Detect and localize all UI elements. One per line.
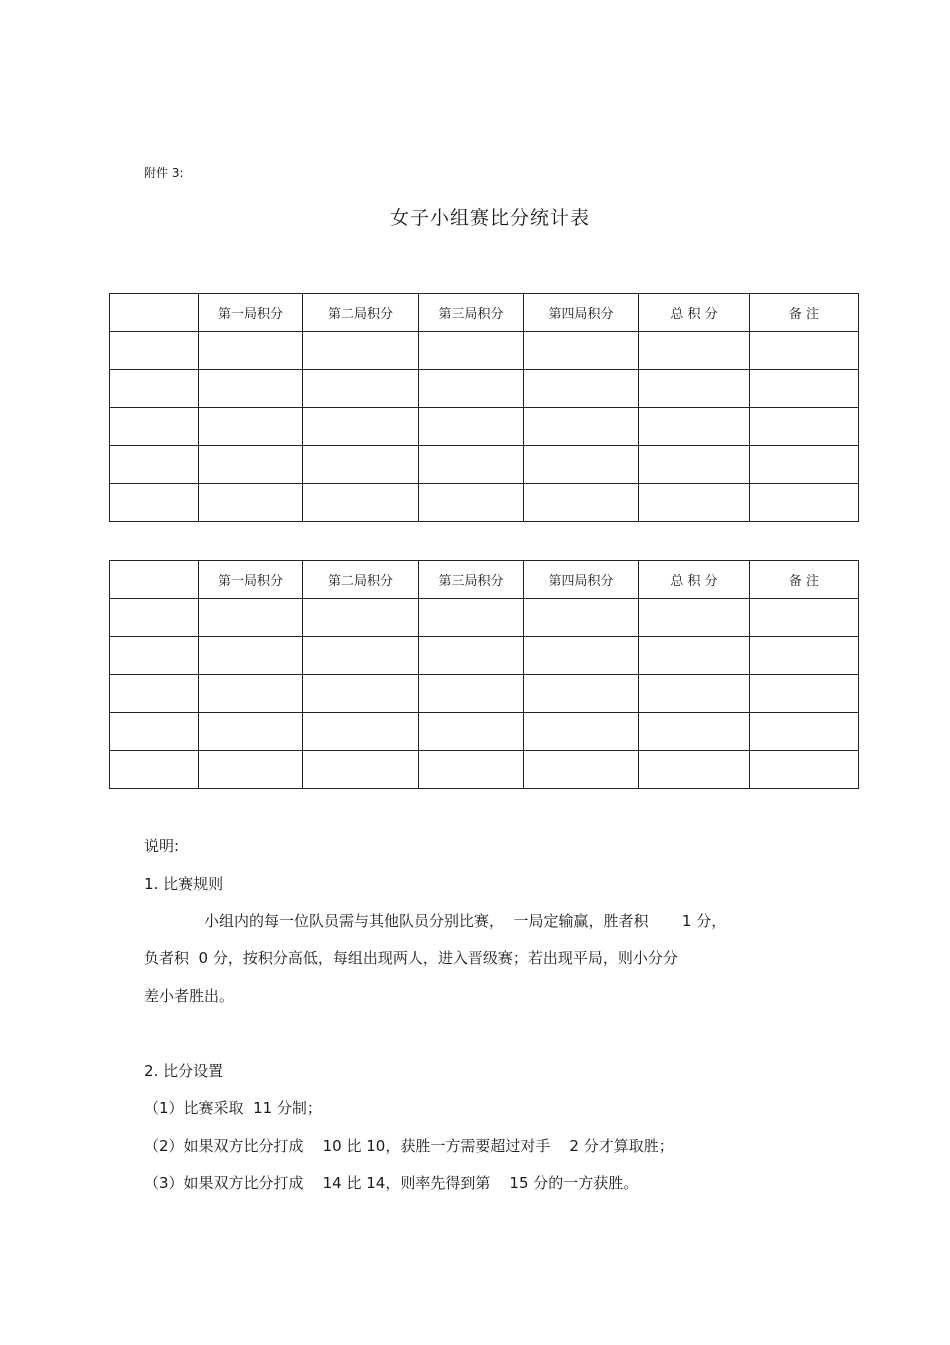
table-row	[110, 332, 859, 370]
header-remarks: 备 注	[750, 561, 859, 599]
table-cell	[639, 332, 750, 370]
table-cell	[303, 599, 419, 637]
table-row	[110, 408, 859, 446]
table-cell	[639, 599, 750, 637]
table-cell	[303, 332, 419, 370]
table-cell	[419, 484, 524, 522]
table-cell	[750, 637, 859, 675]
table-cell	[750, 675, 859, 713]
header-game1: 第一局积分	[199, 294, 303, 332]
rule-line-3: 差小者胜出。	[144, 987, 235, 1005]
table-row	[110, 446, 859, 484]
score-setting-item-1: （1）比赛采取 11 分制；	[144, 1099, 322, 1117]
header-cell-blank	[110, 294, 199, 332]
table-cell	[199, 637, 303, 675]
table-cell	[524, 370, 639, 408]
table-cell	[524, 675, 639, 713]
table-row	[110, 370, 859, 408]
table-cell	[524, 332, 639, 370]
table-cell	[750, 713, 859, 751]
table-cell	[639, 637, 750, 675]
table-cell	[199, 484, 303, 522]
table-cell	[110, 370, 199, 408]
table-cell	[419, 751, 524, 789]
table-cell	[303, 751, 419, 789]
header-game4: 第四局积分	[524, 294, 639, 332]
table-cell	[303, 637, 419, 675]
table-cell	[419, 713, 524, 751]
header-game2: 第二局积分	[303, 561, 419, 599]
score-table-1	[109, 293, 859, 522]
table-cell	[419, 599, 524, 637]
table-cell	[639, 446, 750, 484]
header-game4: 第四局积分	[524, 561, 639, 599]
table-cell	[524, 713, 639, 751]
table-cell	[419, 675, 524, 713]
table-cell	[199, 675, 303, 713]
table-cell	[199, 751, 303, 789]
rule-line-2: 负者积 0 分，按积分高低，每组出现两人，进入晋级赛；若出现平局，则小分分	[144, 949, 678, 967]
table-row	[110, 599, 859, 637]
table-cell	[524, 599, 639, 637]
header-total: 总 积 分	[639, 561, 750, 599]
header-game1: 第一局积分	[199, 561, 303, 599]
table-cell	[419, 446, 524, 484]
table-cell	[750, 446, 859, 484]
table-cell	[419, 332, 524, 370]
table-cell	[419, 370, 524, 408]
header-game2: 第二局积分	[303, 294, 419, 332]
table-cell	[639, 713, 750, 751]
table-cell	[524, 408, 639, 446]
table-header-row	[110, 561, 859, 599]
section2-title: 2. 比分设置	[144, 1062, 224, 1080]
notes-heading: 说明:	[144, 837, 180, 855]
table-cell	[750, 484, 859, 522]
score-setting-item-3: （3）如果双方比分打成 14 比 14，则率先得到第 15 分的一方获胜。	[144, 1174, 639, 1192]
header-remarks: 备 注	[750, 294, 859, 332]
table-cell	[110, 599, 199, 637]
table-row	[110, 675, 859, 713]
section1-title: 1. 比赛规则	[144, 875, 224, 893]
attachment-label: 附件 3:	[144, 166, 184, 180]
table-cell	[199, 713, 303, 751]
table-cell	[303, 675, 419, 713]
page-title: 女子小组赛比分统计表	[389, 207, 590, 229]
table-cell	[303, 370, 419, 408]
table-header-row	[110, 294, 859, 332]
table-cell	[524, 751, 639, 789]
table-cell	[199, 446, 303, 484]
table-cell	[110, 637, 199, 675]
table-cell	[303, 713, 419, 751]
table-cell	[750, 599, 859, 637]
table-cell	[303, 446, 419, 484]
table-cell	[199, 332, 303, 370]
table-row	[110, 751, 859, 789]
table-cell	[110, 675, 199, 713]
table-row	[110, 637, 859, 675]
table-cell	[199, 599, 303, 637]
table-cell	[199, 408, 303, 446]
table-cell	[639, 408, 750, 446]
table-cell	[303, 408, 419, 446]
table-cell	[199, 370, 303, 408]
table-row	[110, 484, 859, 522]
table-cell	[110, 713, 199, 751]
table-cell	[524, 637, 639, 675]
score-table-2	[109, 560, 859, 789]
table-cell	[750, 751, 859, 789]
table-cell	[639, 370, 750, 408]
table-cell	[639, 484, 750, 522]
table-cell	[750, 408, 859, 446]
table-cell	[750, 370, 859, 408]
header-total: 总 积 分	[639, 294, 750, 332]
table-cell	[110, 446, 199, 484]
rule-line-1: 小组内的每一位队员需与其他队员分别比赛， 一局定输赢，胜者积 1 分，	[204, 912, 727, 930]
table-cell	[110, 408, 199, 446]
table-cell	[524, 446, 639, 484]
header-cell-blank	[110, 561, 199, 599]
table-cell	[639, 751, 750, 789]
table-cell	[419, 637, 524, 675]
table-row	[110, 713, 859, 751]
table-cell	[524, 484, 639, 522]
header-game3: 第三局积分	[419, 561, 524, 599]
table-cell	[110, 484, 199, 522]
score-setting-item-2: （2）如果双方比分打成 10 比 10，获胜一方需要超过对手 2 分才算取胜；	[144, 1137, 674, 1155]
table-cell	[639, 675, 750, 713]
table-cell	[110, 751, 199, 789]
header-game3: 第三局积分	[419, 294, 524, 332]
table-cell	[750, 332, 859, 370]
table-cell	[419, 408, 524, 446]
table-cell	[303, 484, 419, 522]
table-cell	[110, 332, 199, 370]
